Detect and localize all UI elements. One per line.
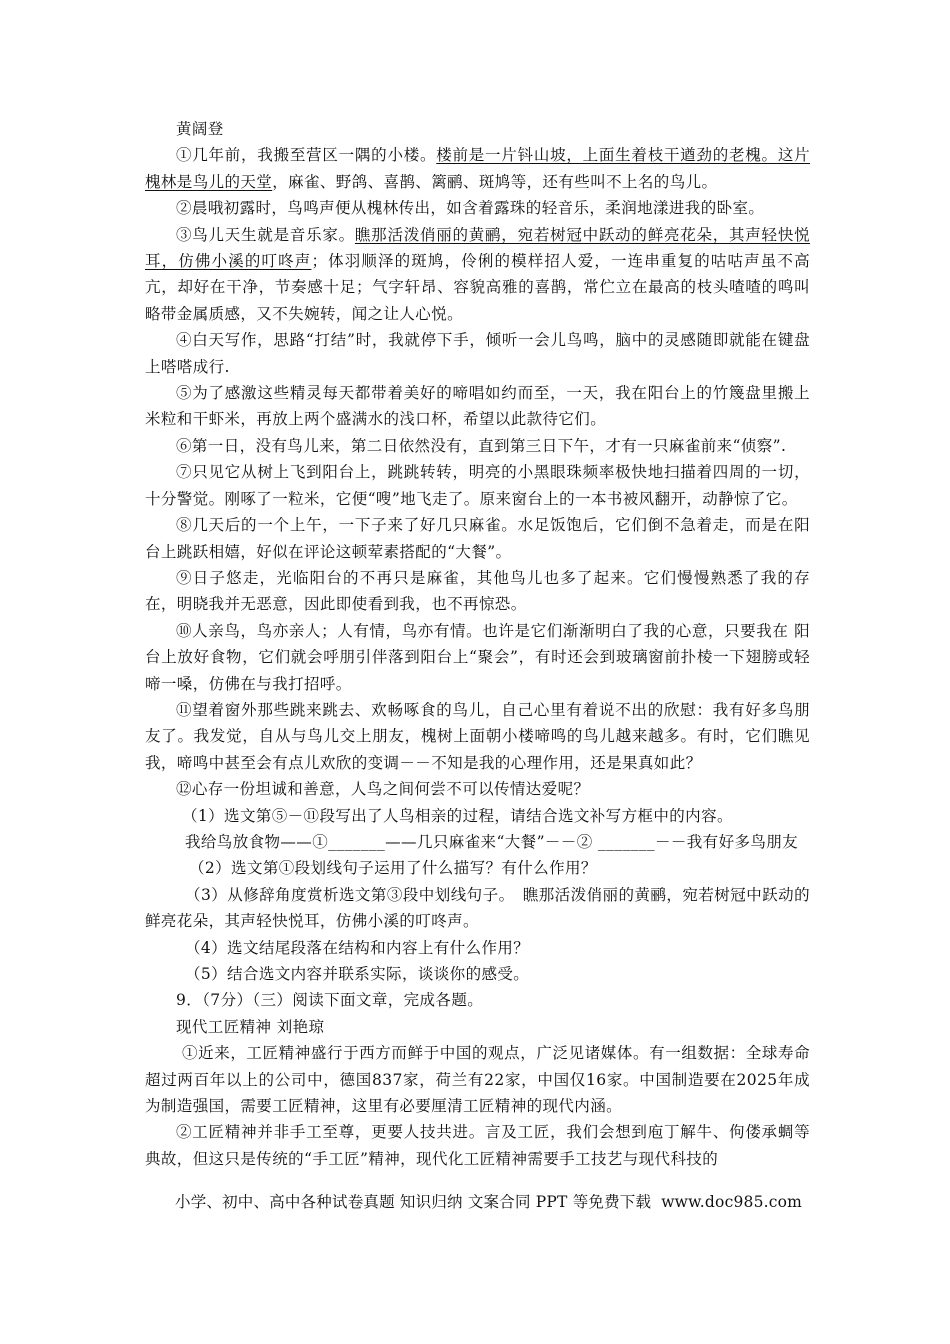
article-body [145,116,810,1172]
paragraph-1 [145,142,810,195]
question-4: （4）选文结尾段落在结构和内容上有什么作用？ [185,938,530,957]
paragraph-10: ⑩人亲鸟，鸟亦亲人；人有情，鸟亦有情。也许是它们渐渐明白了我的心意，只要我在 阳台上放好食物，它们就会呼朋引伴落到阳台上“聚会”，有时还会到玻璃窗前扑棱一下翅膀或轻啼一嗓，仿佛在与我打招呼。 [145,621,810,693]
paragraph-9: ⑨日子悠走，光临阳台的不再只是麻雀，其他鸟儿也多了起来。它们慢慢熟悉了我的存在，明晓我并无恶意，因此即使看到我，也不再惊恐。 [145,568,810,614]
section-9-heading: 9．（7分）（三）阅读下面文章，完成各题。 [176,991,484,1010]
page-footer [145,1190,810,1214]
underlined-sentence-3: 瞧那活泼俏丽的黄鹂，宛若树冠中跃动的鲜亮花朵，其声轻快悦耳，仿佛小溪的叮咚声 [145,225,810,271]
paragraph-5: ⑤为了感激这些精灵每天都带着美好的啼唱如约而至，一天，我在阳台上的竹篾盘里搬上米粒和干虾米，再放上两个盛满水的浅口杯，希望以此款待它们。 [145,384,810,429]
question-1: （1）选文第⑤－⑪段写出了人鸟相亲的过程，请结合选文补写方框中的内容。 [182,806,733,825]
question-2: （2）选文第①段划线句子运用了什么描写？有什么作用？ [189,859,597,878]
paragraph-4: ④白天写作，思路“打结”时，我就停下手，倾听一会儿鸟鸣，脑中的灵感随即就能在键盘上嗒嗒成行. [145,331,810,376]
footer-text: 小学、初中、高中各种试卷真题 知识归纳 文案合同 PPT 等免费下载 [175,1193,652,1211]
author-line: 黄阔登 [176,120,224,138]
paragraph-12: ⑫心存一份坦诚和善意，人鸟之间何尝不可以传情达爱呢？ [176,780,590,799]
section-9-paragraph-2: ②工匠精神并非手工至尊，更要人技共进。言及工匠，我们会想到庖丁解牛、佝偻承蜩等典故，但这只是传统的“手工匠”精神，现代化工匠精神需要手工技艺与现代科技的 [145,1123,810,1168]
question-3: （3）从修辞角度赏析选文第③段中划线句子。 瞧那活泼俏丽的黄鹂，宛若树冠中跃动的鲜亮花朵，其声轻快悦耳，仿佛小溪的叮咚声。 [145,885,810,931]
paragraph-1-lead: ①几年前，我搬至营区一隅的小楼。 [176,146,437,165]
paragraph-6: ⑥第一日，没有鸟儿来，第二日依然没有，直到第三日下午，才有一只麻雀前来“侦察”. [176,436,787,455]
paragraph-3 [145,222,810,328]
paragraph-2: ②晨哦初露时，鸟鸣声便从槐林传出，如含着露珠的轻音乐，柔润地漾进我的卧室。 [176,199,765,218]
paragraph-11: ⑪望着窗外那些跳来跳去、欢畅啄食的鸟儿，自己心里有着说不出的欣慰：我有好多鸟朋友了。我发觉，自从与鸟儿交上朋友，槐树上面朝小楼啼鸣的鸟儿越来越多。有时，它们瞧见我，啼鸣中甚至会有点儿欢欣的变调－－不知是我的心理作用，还是果真如此？ [145,700,810,772]
paragraph-8: ⑧几天后的一个上午，一下子来了好几只麻雀。水足饭饱后，它们倒不急着走，而是在阳台上跳跃相嬉，好似在评论这顿荤素搭配的“大餐”。 [145,516,810,561]
section-9-title: 现代工匠精神 刘艳琼 [176,1017,325,1036]
paragraph-3-tail: ；体羽顺泽的斑鸠，伶俐的模样招人爱，一连串重复的咕咕声虽不高亢，却好在干净，节奏感十足；气字轩昂、容貌高雅的喜鹊，常伫立在最高的枝头喳喳的鸣叫略带金属质感，又不失婉转，闻之让人心悦。 [145,252,810,323]
section-9-paragraph-1: ①近来，工匠精神盛行于西方而鲜于中国的观点，广泛见诸媒体。有一组数据：全球寿命超过两百年以上的公司中，德国837家，荷兰有22家，中国仅16家。中国制造要在2025年成为制造强国，需要工匠精神，这里有必要厘清工匠精神的现代内涵。 [145,1044,810,1116]
question-5: （5）结合选文内容并联系实际，谈谈你的感受。 [185,965,530,983]
footer-link[interactable]: www.doc985.com [661,1193,803,1211]
paragraph-3-lead: ③鸟儿天生就是音乐家。 [176,225,355,244]
paragraph-7: ⑦只见它从树上飞到阳台上，跳跳转转，明亮的小黑眼珠频率极快地扫描着四周的一切，十分警觉。刚啄了一粒米，它便“嗖”地飞走了。原来窗台上的一本书被风翻开，动静惊了它。 [145,463,810,508]
question-1-chain: 我给鸟放食物——①_______——几只麻雀来“大餐”－－② _______－－我有好多鸟朋友 [185,832,799,851]
underlined-sentence-1: 楼前是一片钭山坡，上面生着枝干遒劲的老槐。这片槐林是鸟儿的天堂 [145,146,810,191]
paragraph-1-tail: ，麻雀、野鸽、喜鹊、篱鹂、斑鸠等，还有些叫不上名的鸟儿。 [272,172,718,191]
